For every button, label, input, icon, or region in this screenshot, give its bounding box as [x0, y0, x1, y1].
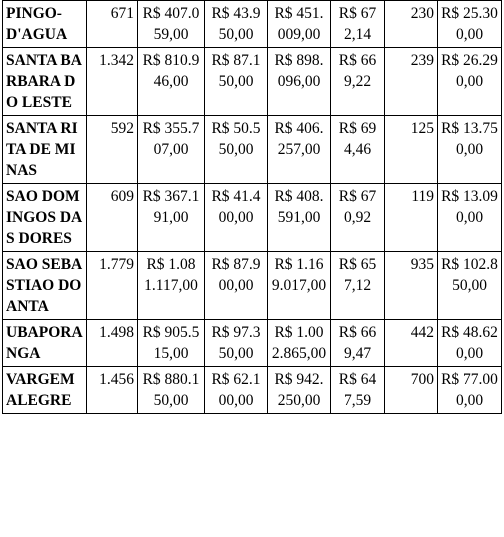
amount-cell-2: R$ 41.400,00 — [205, 184, 268, 252]
amount-cell-2: R$ 43.950,00 — [205, 1, 268, 48]
count-cell: 1.498 — [87, 320, 138, 367]
table-row — [3, 252, 502, 320]
amount-cell-3: R$ 898.096,00 — [268, 48, 331, 116]
count-cell-2: 239 — [385, 48, 438, 116]
per-unit-cell: R$ 647,59 — [331, 367, 385, 414]
amount-cell-1: R$ 810.946,00 — [138, 48, 205, 116]
amount-cell-2: R$ 87.150,00 — [205, 48, 268, 116]
count-cell: 1.342 — [87, 48, 138, 116]
amount-cell-2: R$ 62.100,00 — [205, 367, 268, 414]
amount-cell-4: R$ 77.000,00 — [438, 367, 502, 414]
amount-cell-1: R$ 1.081.117,00 — [138, 252, 205, 320]
amount-cell-1: R$ 407.059,00 — [138, 1, 205, 48]
municipality-name-cell: SAO DOMINGOS DAS DORES — [3, 184, 87, 252]
amount-cell-4: R$ 13.090,00 — [438, 184, 502, 252]
amount-cell-1: R$ 880.150,00 — [138, 367, 205, 414]
amount-cell-2: R$ 50.550,00 — [205, 116, 268, 184]
per-unit-cell: R$ 672,14 — [331, 1, 385, 48]
amount-cell-3: R$ 451.009,00 — [268, 1, 331, 48]
amount-cell-3: R$ 406.257,00 — [268, 116, 331, 184]
table-row — [3, 48, 502, 116]
municipality-name-cell: SANTA BARBARA DO LESTE — [3, 48, 87, 116]
table-row — [3, 184, 502, 252]
per-unit-cell: R$ 657,12 — [331, 252, 385, 320]
count-cell: 609 — [87, 184, 138, 252]
table-row — [3, 320, 502, 367]
amount-cell-4: R$ 48.620,00 — [438, 320, 502, 367]
municipality-name-cell: SANTA RITA DE MINAS — [3, 116, 87, 184]
municipality-name-cell: VARGEM ALEGRE — [3, 367, 87, 414]
table-row — [3, 116, 502, 184]
count-cell: 592 — [87, 116, 138, 184]
amount-cell-4: R$ 25.300,00 — [438, 1, 502, 48]
count-cell: 1.779 — [87, 252, 138, 320]
municipality-data-table — [2, 0, 502, 414]
count-cell: 1.456 — [87, 367, 138, 414]
municipality-name-cell: SAO SEBASTIAO DO ANTA — [3, 252, 87, 320]
count-cell: 671 — [87, 1, 138, 48]
amount-cell-1: R$ 905.515,00 — [138, 320, 205, 367]
municipality-name-cell: UBAPORANGA — [3, 320, 87, 367]
amount-cell-2: R$ 87.900,00 — [205, 252, 268, 320]
per-unit-cell: R$ 694,46 — [331, 116, 385, 184]
amount-cell-3: R$ 408.591,00 — [268, 184, 331, 252]
table-row — [3, 1, 502, 48]
amount-cell-4: R$ 102.850,00 — [438, 252, 502, 320]
count-cell-2: 442 — [385, 320, 438, 367]
amount-cell-4: R$ 13.750,00 — [438, 116, 502, 184]
municipality-name-cell: PINGO-D'AGUA — [3, 1, 87, 48]
per-unit-cell: R$ 669,47 — [331, 320, 385, 367]
table-row — [3, 367, 502, 414]
per-unit-cell: R$ 669,22 — [331, 48, 385, 116]
count-cell-2: 935 — [385, 252, 438, 320]
count-cell-2: 119 — [385, 184, 438, 252]
count-cell-2: 125 — [385, 116, 438, 184]
amount-cell-3: R$ 1.169.017,00 — [268, 252, 331, 320]
count-cell-2: 700 — [385, 367, 438, 414]
amount-cell-1: R$ 355.707,00 — [138, 116, 205, 184]
amount-cell-4: R$ 26.290,00 — [438, 48, 502, 116]
amount-cell-3: R$ 1.002.865,00 — [268, 320, 331, 367]
amount-cell-2: R$ 97.350,00 — [205, 320, 268, 367]
per-unit-cell: R$ 670,92 — [331, 184, 385, 252]
table-container — [2, 0, 502, 414]
amount-cell-3: R$ 942.250,00 — [268, 367, 331, 414]
count-cell-2: 230 — [385, 1, 438, 48]
amount-cell-1: R$ 367.191,00 — [138, 184, 205, 252]
